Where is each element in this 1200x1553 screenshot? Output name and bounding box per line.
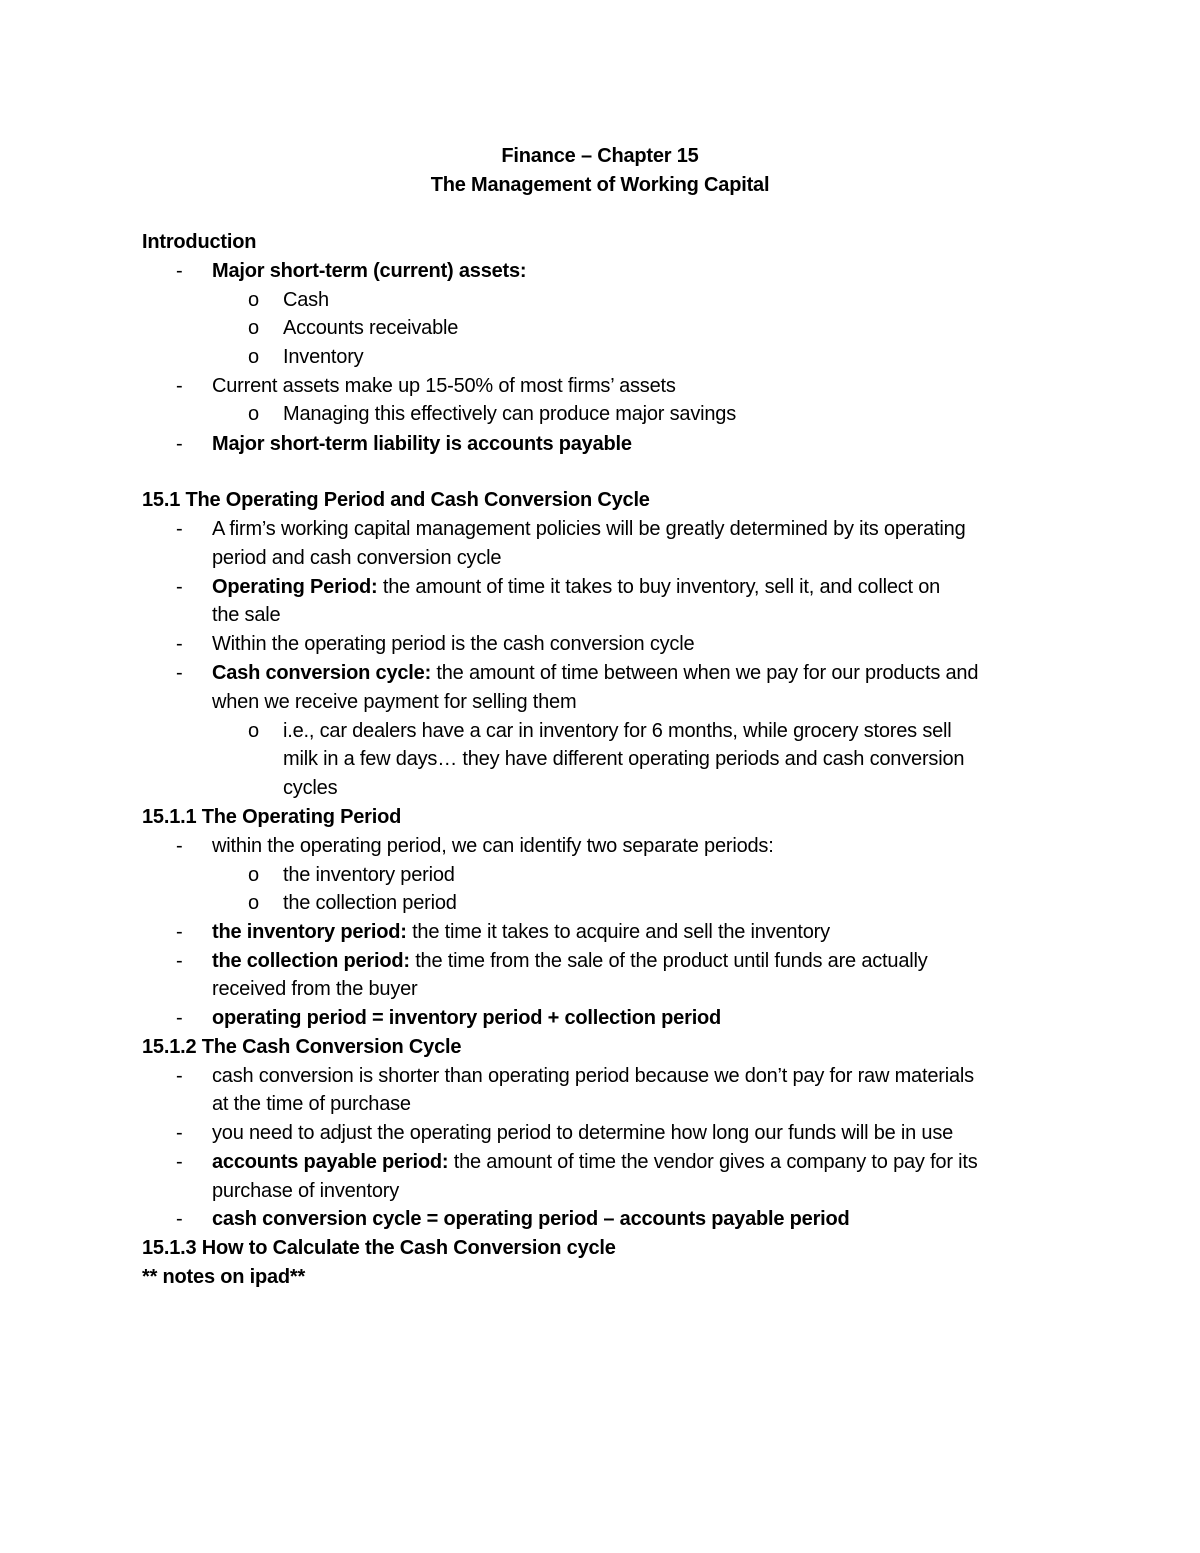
section-heading-introduction: Introduction: [142, 231, 257, 253]
bullet-text: Within the operating period is the cash conversion cycle: [212, 633, 695, 655]
sub-bullet-text: Cash: [283, 289, 329, 311]
dash-bullet: -: [176, 433, 183, 455]
document-subtitle: The Management of Working Capital: [430, 174, 770, 196]
section-heading-15-1-2: 15.1.2 The Cash Conversion Cycle: [142, 1036, 462, 1058]
dash-bullet: -: [176, 950, 183, 972]
sub-bullet-text: Accounts receivable: [283, 317, 459, 339]
sub-bullet-text: the collection period: [283, 892, 457, 914]
bullet-text-continued: when we receive payment for selling them: [212, 691, 577, 713]
bullet-text: [212, 947, 928, 975]
bullet-text: Major short-term liability is accounts payable: [212, 433, 632, 455]
term-definition: the amount of time between when we pay for our products and: [431, 662, 979, 684]
document-title: Finance – Chapter 15: [501, 145, 699, 167]
circle-bullet: o: [248, 317, 260, 339]
dash-bullet: -: [176, 1122, 183, 1144]
dash-bullet: -: [176, 1065, 183, 1087]
circle-bullet: o: [248, 346, 260, 368]
term-label: Cash conversion cycle:: [212, 662, 432, 684]
circle-bullet: o: [248, 864, 260, 886]
term-label: accounts payable period:: [212, 1151, 449, 1173]
dash-bullet: -: [176, 260, 183, 282]
section-heading-15-1-1: 15.1.1 The Operating Period: [142, 806, 402, 828]
term-definition: the amount of time the vendor gives a company to pay for its: [448, 1151, 978, 1173]
sub-bullet-text-continued: milk in a few days… they have different operating periods and cash conversion: [283, 748, 965, 770]
dash-bullet: -: [176, 1151, 183, 1173]
dash-bullet: -: [176, 921, 183, 943]
bullet-text: [212, 918, 830, 946]
dash-bullet: -: [176, 1208, 183, 1230]
dash-bullet: -: [176, 1007, 183, 1029]
term-definition: the time it takes to acquire and sell the inventory: [406, 921, 830, 943]
term-label: the collection period:: [212, 950, 410, 972]
dash-bullet: -: [176, 835, 183, 857]
dash-bullet: -: [176, 375, 183, 397]
dash-bullet: -: [176, 576, 183, 598]
bullet-text-continued: purchase of inventory: [212, 1180, 400, 1202]
dash-bullet: -: [176, 662, 183, 684]
sub-bullet-text: Inventory: [283, 346, 364, 368]
bullet-text-continued: the sale: [212, 604, 281, 626]
bullet-text: [212, 573, 940, 601]
sub-bullet-text: Managing this effectively can produce major savings: [283, 403, 737, 425]
dash-bullet: -: [176, 518, 183, 540]
circle-bullet: o: [248, 892, 260, 914]
circle-bullet: o: [248, 289, 260, 311]
bullet-text: [212, 1148, 978, 1176]
circle-bullet: o: [248, 403, 260, 425]
formula-text: cash conversion cycle = operating period – accounts payable period: [212, 1208, 850, 1230]
sub-bullet-text: i.e., car dealers have a car in inventory for 6 months, while grocery stores sell: [283, 720, 952, 742]
note-text: ** notes on ipad**: [142, 1266, 306, 1288]
bullet-text: you need to adjust the operating period to determine how long our funds will be in use: [212, 1122, 954, 1144]
term-definition: the amount of time it takes to buy inventory, sell it, and collect on: [377, 576, 941, 598]
bullet-text-continued: received from the buyer: [212, 978, 418, 1000]
bullet-text: cash conversion is shorter than operating period because we don’t pay for raw materials: [212, 1065, 974, 1087]
bullet-text: [212, 659, 978, 687]
circle-bullet: o: [248, 720, 260, 742]
sub-bullet-text-continued: cycles: [283, 777, 338, 799]
term-label: the inventory period:: [212, 921, 407, 943]
term-label: Operating Period:: [212, 576, 378, 598]
bullet-text-continued: period and cash conversion cycle: [212, 547, 502, 569]
term-definition: the time from the sale of the product until funds are actually: [409, 950, 928, 972]
dash-bullet: -: [176, 633, 183, 655]
bullet-text: Major short-term (current) assets:: [212, 260, 527, 282]
bullet-text: within the operating period, we can identify two separate periods:: [212, 835, 774, 857]
section-heading-15-1: 15.1 The Operating Period and Cash Conversion Cycle: [142, 489, 650, 511]
section-heading-15-1-3: 15.1.3 How to Calculate the Cash Conversion cycle: [142, 1237, 616, 1259]
bullet-text-continued: at the time of purchase: [212, 1093, 411, 1115]
bullet-text: Current assets make up 15-50% of most firms’ assets: [212, 375, 676, 397]
sub-bullet-text: the inventory period: [283, 864, 455, 886]
bullet-text: A firm’s working capital management policies will be greatly determined by its operating: [212, 518, 966, 540]
formula-text: operating period = inventory period + collection period: [212, 1007, 722, 1029]
